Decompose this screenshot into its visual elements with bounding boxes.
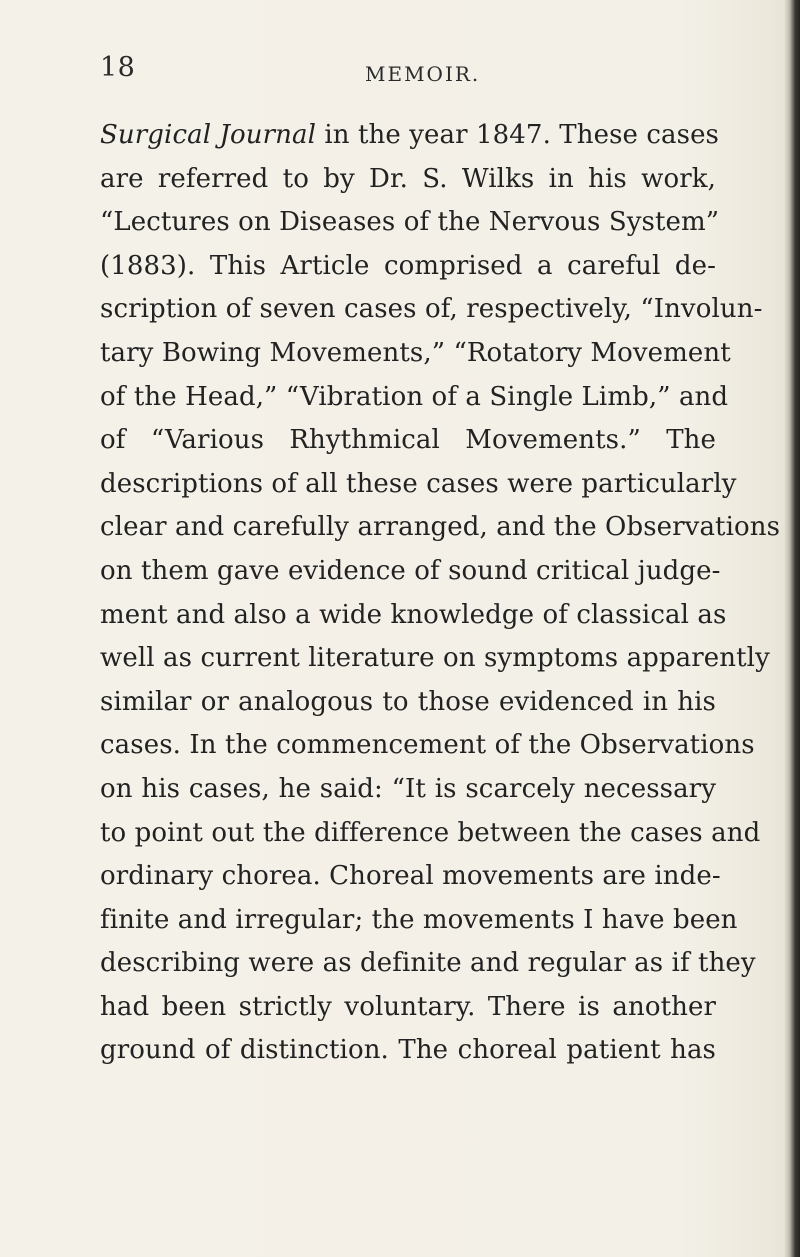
text-line: scription of seven cases of, respectively, “Involun- (100, 294, 763, 325)
text-line: ordinary chorea. Choreal movements are inde- (100, 861, 721, 892)
page-header (0, 40, 780, 86)
text-line: to point out the difference between the cases and (100, 817, 761, 848)
journal-title: Surgical Journal (100, 120, 316, 150)
text-line: clear and carefully arranged, and the Observations (100, 512, 781, 543)
text-line: of “Various Rhythmical Movements.” The (100, 425, 716, 456)
body-text (100, 114, 781, 1073)
text-line: had been strictly voluntary. There is another (100, 991, 716, 1022)
text-line: on his cases, he said: “It is scarcely necessary (100, 773, 716, 804)
text-line: descriptions of all these cases were particularly (100, 468, 737, 499)
text-line: describing were as definite and regular as if they (100, 948, 756, 979)
text-line: on them gave evidence of sound critical judge- (100, 555, 721, 586)
text-line: similar or analogous to those evidenced in his (100, 686, 716, 717)
page-edge-shadow (784, 0, 800, 1257)
text-line (100, 114, 720, 158)
page-number: 18 (100, 52, 136, 83)
text-line: are referred to by Dr. S. Wilks in his work, (100, 163, 716, 194)
text-line: finite and irregular; the movements I have been (100, 904, 738, 935)
text-line: ment and also a wide knowledge of classical as (100, 599, 727, 630)
text-line: ground of distinction. The choreal patient has (100, 1035, 716, 1066)
running-head: MEMOIR. (365, 62, 481, 86)
text-line: tary Bowing Movements,” “Rotatory Movement (100, 337, 731, 368)
text-line: well as current literature on symptoms apparently (100, 643, 770, 674)
text-line-rest: in the year 1847. These cases (316, 120, 720, 150)
text-line: (1883). This Article comprised a careful de- (100, 250, 716, 281)
text-line: of the Head,” “Vibration of a Single Limb,” and (100, 381, 729, 412)
text-line: “Lectures on Diseases of the Nervous System” (100, 207, 720, 238)
text-line: cases. In the commencement of the Observations (100, 730, 755, 761)
